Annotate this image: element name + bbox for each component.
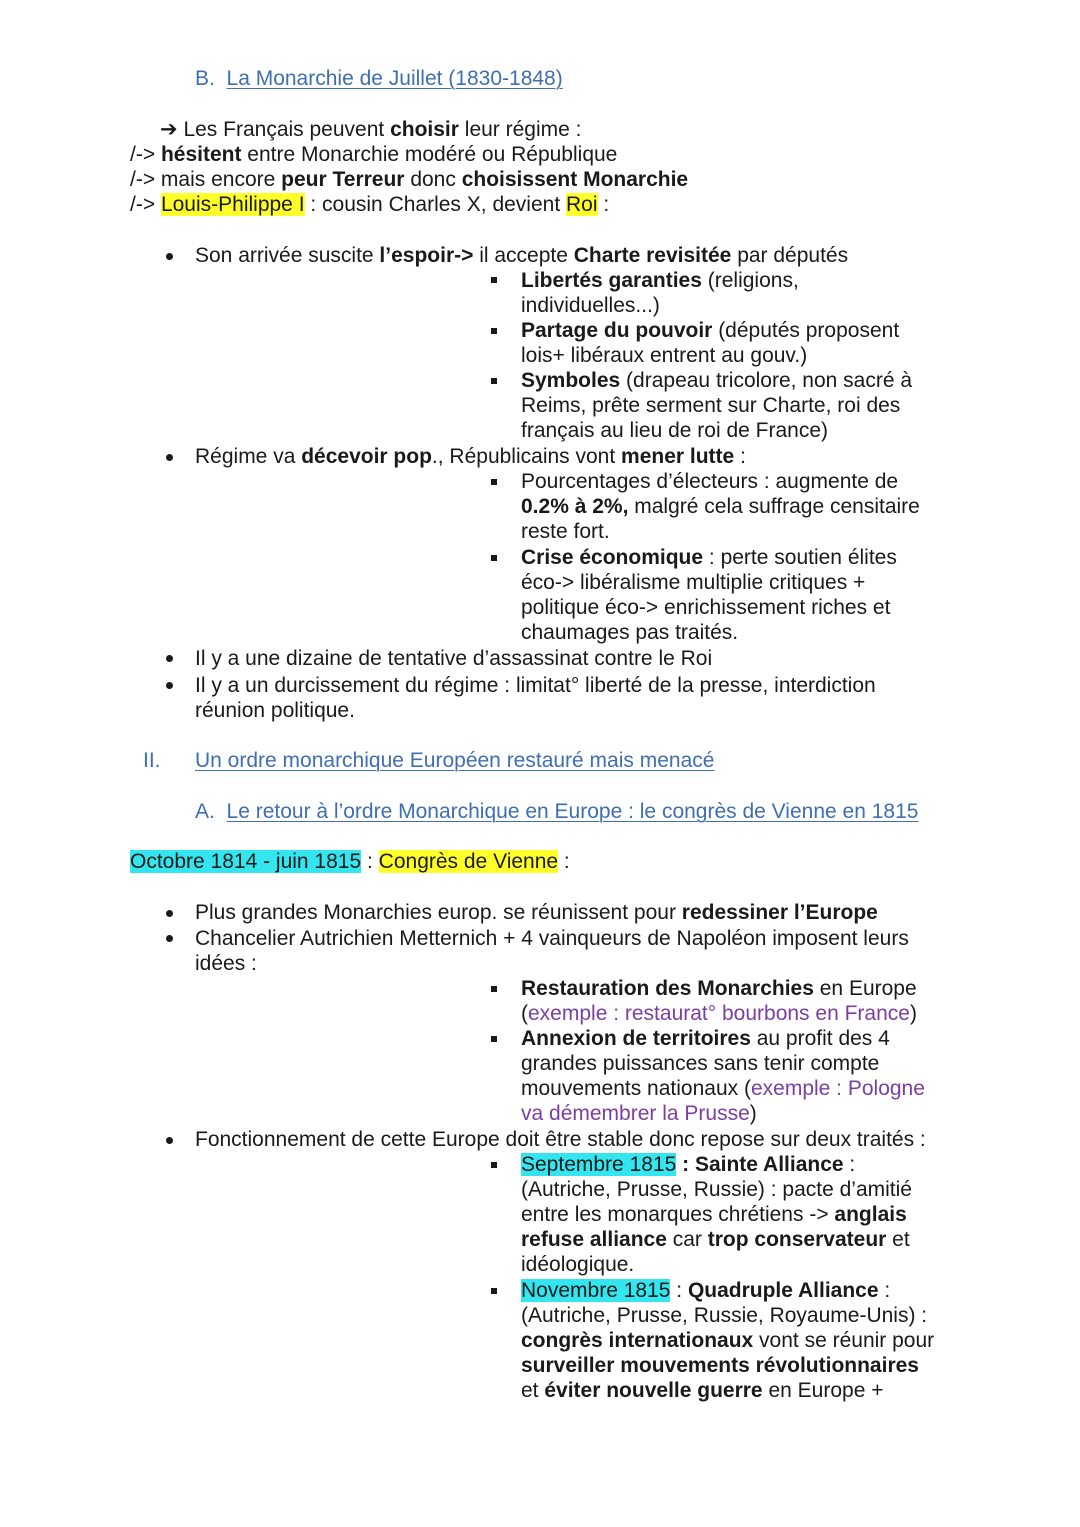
bullet-7-sub-2-cont: surveiller mouvements révolutionnaires [521, 1354, 919, 1377]
bullet-4: Il y a un durcissement du régime : limitat° liberté de la presse, interdiction [195, 674, 876, 697]
bullet-square-icon [491, 1036, 497, 1042]
bullet-square-icon [491, 986, 497, 992]
section-heading-ii-title [195, 748, 714, 773]
bullet-2-sub-1-cont: reste fort. [521, 520, 610, 543]
bullet-dot-icon [166, 910, 173, 917]
intro-line-2: /-> hésitent entre Monarchie modéré ou République [130, 143, 618, 166]
bullet-2-sub-1-cont: 0.2% à 2%, malgré cela suffrage censitaire [521, 495, 920, 518]
section-title-link[interactable]: Un ordre monarchique Européen restauré mais menacé [195, 749, 715, 772]
intro-line-4: /-> Louis-Philippe I : cousin Charles X, devient Roi : [130, 193, 610, 216]
bullet-5: Plus grandes Monarchies europ. se réunissent pour redessiner l’Europe [195, 901, 878, 924]
bullet-dot-icon [166, 682, 173, 689]
bullet-6-sub-2-cont: mouvements nationaux (exemple : Pologne [521, 1077, 925, 1100]
bullet-7-sub-2-cont: congrès internationaux vont se réunir pour [521, 1329, 935, 1352]
intro-line-3: /-> mais encore peur Terreur donc choisissent Monarchie [130, 168, 689, 191]
highlight-roi: Roi [566, 193, 598, 216]
section-letter: B. [195, 67, 215, 90]
bullet-1-sub-2: Partage du pouvoir (députés proposent [521, 319, 900, 342]
bullet-4-cont: réunion politique. [195, 699, 355, 722]
bullet-7-sub-1-cont: idéologique. [521, 1253, 635, 1276]
section-heading-b [195, 66, 563, 91]
section-number: II. [143, 749, 161, 772]
bullet-1-sub-1-cont: individuelles...) [521, 294, 660, 317]
bullet-7-sub-1-cont: entre les monarques chrétiens -> anglais [521, 1203, 907, 1226]
bullet-7: Fonctionnement de cette Europe doit être stable donc repose sur deux traités : [195, 1128, 926, 1151]
highlight-louis-philippe: Louis-Philippe I [160, 193, 305, 216]
bullet-square-icon [491, 479, 497, 485]
bullet-7-sub-1-cont: refuse alliance car trop conservateur et [521, 1228, 910, 1251]
highlight-date: Octobre 1814 - juin 1815 [130, 850, 362, 873]
bullet-2-sub-2-cont: éco-> libéralisme multiplie critiques + [521, 571, 866, 594]
bullet-square-icon [491, 378, 497, 384]
bullet-3: Il y a une dizaine de tentative d’assassinat contre le Roi [195, 647, 713, 670]
bullet-dot-icon [166, 1137, 173, 1144]
intro-line-1: ➔ Les Français peuvent choisir leur régime : [160, 118, 582, 141]
highlight-date: Novembre 1815 [521, 1279, 671, 1302]
bullet-2-sub-1: Pourcentages d’électeurs : augmente de [521, 470, 899, 493]
bullet-1-sub-3-cont: français au lieu de roi de France) [521, 419, 828, 442]
bullet-square-icon [491, 555, 497, 561]
congres-line: Octobre 1814 - juin 1815 : Congrès de Vienne : [130, 850, 570, 873]
example-text: exemple : restaurat° bourbons en France [528, 1002, 910, 1025]
bullet-1: Son arrivée suscite l’espoir-> il accepte Charte revisitée par députés [195, 244, 849, 267]
section-title-link[interactable]: Le retour à l’ordre Monarchique en Europe : le congrès de Vienne en 1815 [226, 800, 919, 823]
section-title-link[interactable]: La Monarchie de Juillet (1830-1848) [226, 67, 563, 90]
bullet-square-icon [491, 277, 497, 283]
bullet-6-sub-1: Restauration des Monarchies en Europe [521, 977, 917, 1000]
bullet-square-icon [491, 1162, 497, 1168]
bullet-7-sub-2: Novembre 1815 : Quadruple Alliance : [521, 1279, 891, 1302]
bullet-1-sub-1: Libertés garanties (religions, [521, 269, 799, 292]
section-heading-a [195, 799, 918, 824]
bullet-7-sub-1-cont: (Autriche, Prusse, Russie) : pacte d’amitié [521, 1178, 912, 1201]
bullet-1-sub-2-cont: lois+ libéraux entrent au gouv.) [521, 344, 808, 367]
bullet-6-sub-2-cont: va démembrer la Prusse) [521, 1102, 757, 1125]
bullet-7-sub-1: Septembre 1815 : Sainte Alliance : [521, 1153, 856, 1176]
bullet-6-sub-2: Annexion de territoires au profit des 4 [521, 1027, 890, 1050]
section-letter: A. [195, 800, 215, 823]
bullet-2-sub-2-cont: politique éco-> enrichissement riches et [521, 596, 891, 619]
bullet-dot-icon [166, 454, 173, 461]
bullet-2-sub-2: Crise économique : perte soutien élites [521, 546, 897, 569]
example-text: va démembrer la Prusse [521, 1102, 750, 1125]
bullet-7-sub-2-cont: (Autriche, Prusse, Russie, Royaume-Unis) : [521, 1304, 928, 1327]
bullet-2-sub-2-cont: chaumages pas traités. [521, 621, 739, 644]
highlight-congres: Congrès de Vienne [378, 850, 559, 873]
bullet-dot-icon [166, 253, 173, 260]
bullet-dot-icon [166, 935, 173, 942]
arrow-icon: ➔ [160, 118, 178, 141]
bullet-6: Chancelier Autrichien Metternich + 4 vainqueurs de Napoléon imposent leurs [195, 927, 909, 950]
bullet-7-sub-2-cont: et éviter nouvelle guerre en Europe + [521, 1379, 884, 1402]
bullet-6-cont: idées : [195, 952, 257, 975]
bullet-6-sub-1-cont: (exemple : restaurat° bourbons en France) [521, 1002, 917, 1025]
bullet-1-sub-3: Symboles (drapeau tricolore, non sacré à [521, 369, 913, 392]
bullet-6-sub-2-cont: grandes puissances sans tenir compte [521, 1052, 880, 1075]
section-heading-ii [143, 748, 161, 773]
bullet-square-icon [491, 1288, 497, 1294]
example-text: exemple : Pologne [750, 1077, 925, 1100]
bullet-1-sub-3-cont: Reims, prête serment sur Charte, roi des [521, 394, 901, 417]
bullet-square-icon [491, 328, 497, 334]
highlight-date: Septembre 1815 [521, 1153, 677, 1176]
bullet-2: Régime va décevoir pop., Républicains vont mener lutte : [195, 445, 746, 468]
bullet-dot-icon [166, 655, 173, 662]
